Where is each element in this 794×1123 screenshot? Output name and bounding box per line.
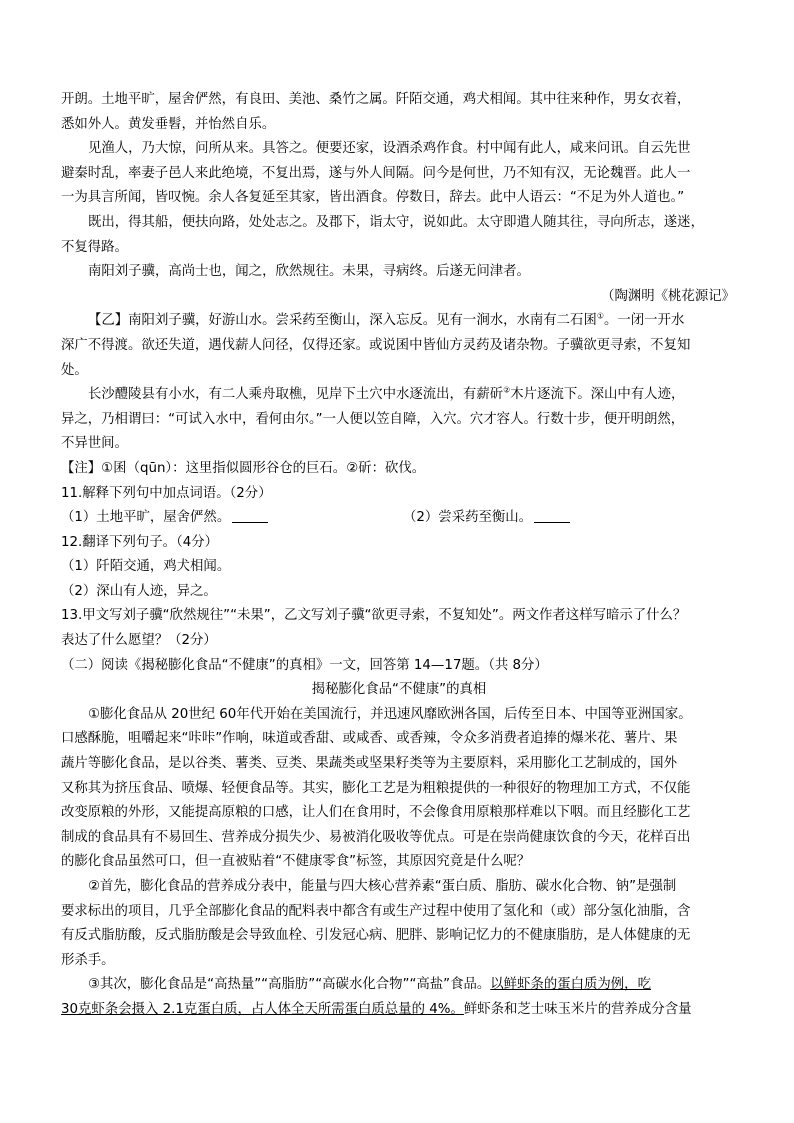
underlined-sentence: 30克虾条会摄入 2.1克蛋白质，占人体全天所需蛋白质总量的 4%。 — [61, 1001, 464, 1017]
question-11-item-1 — [61, 506, 403, 531]
article-para-1: 口感酥脆，咀嚼起来“咔咔”作响，味道或香甜、或咸香、或香辣，令众多消费者追捧的爆米花、薯片、果 — [61, 731, 678, 747]
article-para-1: 改变原粮的外形，又能提高原粮的口感，让人们在食用时，不会像食用原粮那样难以下咽。而且经膨化工艺 — [61, 805, 691, 821]
article-title: 揭秘膨化食品“不健康”的真相 — [311, 682, 487, 698]
article-para-2: 有反式脂肪酸，反式脂肪酸是会导致血栓、引发冠心病、肥胖、影响记忆力的不健康脂肪，是人体健康的无 — [61, 928, 691, 944]
article-para-1: 的膨化食品虽然可口，但一直被贴着“不健康零食”标签，其原因究竟是什么呢？ — [61, 854, 531, 870]
article-para-3 — [61, 973, 737, 998]
passage-a-line: 既出，得其船，便扶向路，处处志之。及郡下，诣太守，说如此。太守即遣人随其往，寻向所志，遂迷， — [88, 214, 704, 230]
article-text: 鲜虾条和芝士味玉米片的营养成分含量 — [463, 1001, 692, 1017]
question-11-items — [61, 506, 737, 531]
passage-a-line: 避秦时乱，率妻子邑人来此绝境，不复出焉，遂与外人间隔。问今是何世，乃不知有汉，无论魏晋。此人一 — [61, 165, 691, 181]
passage-b-line — [61, 309, 737, 334]
passage-a-source: （陶渊明《桃花源记》 — [601, 288, 735, 304]
question-11-item-2 — [403, 506, 570, 531]
passage-b-line: 深广不得渡。欲还失道，遇伐薪人问径，仅得还家。或说囷中皆仙方灵药及诸杂物。子骥欲更寻索，不复知 — [61, 337, 691, 353]
passage-a-line: 一为具言所闻，皆叹惋。余人各复延至其家，皆出酒食。停数日，辞去。此中人语云：“不足为外人道也。” — [61, 190, 685, 206]
passage-b-line: 异之，乃相谓曰：“可试入水中，看何由尔。”一人便以笠自障，入穴。穴才容人。行数十步，便开明朗然， — [61, 411, 685, 427]
section-2-heading: （二）阅读《揭秘膨化食品“不健康”的真相》一文，回答第 14—17题。（共 8分） — [61, 657, 548, 673]
footnote-marker-1: ① — [596, 311, 605, 321]
passage-b-text: 木片逐流下。深山中有人迹， — [510, 387, 685, 403]
passage-a-line: 悉如外人。黄发垂髫，并怡然自乐。 — [61, 116, 276, 132]
question-13-cont: 表达了什么愿望？（2分） — [61, 633, 217, 649]
question-12-item-2: （2）深山有人迹，异之。 — [61, 583, 217, 599]
passage-b-label: 【乙】 — [88, 313, 129, 329]
question-13: 13.甲文写刘子骥“欣然规往”“未果”，乙文写刘子骥“欲更寻索，不复知处”。两文作者这样写暗示了什么？ — [61, 608, 687, 624]
passage-b-line — [61, 383, 737, 408]
article-para-3 — [61, 998, 737, 1023]
answer-blank[interactable] — [232, 508, 268, 523]
article-text: ③其次，膨化食品是“高热量”“高脂肪”“高碳水化合物”“高盐”食品。 — [88, 977, 491, 993]
article-para-2: 形杀手。 — [61, 952, 115, 968]
question-text: （2）尝采药至衡山。 — [403, 510, 533, 526]
exam-page — [61, 88, 737, 1023]
article-para-1: 又称其为挤压食品、喷爆、轻便食品等。其实，膨化工艺是为粗粮提供的一种很好的物理加工方式，不仅能 — [61, 780, 691, 796]
passage-b-text: 南阳刘子骥，好游山水。尝采药至衡山，深入忘反。见有一涧水，水南有二石囷 — [128, 313, 597, 329]
article-para-1: 蔬片等膨化食品，是以谷类、薯类、豆类、果蔬类或坚果籽类等为主要原料，采用膨化工艺制成的，国外 — [61, 756, 677, 772]
passage-a-line: 开朗。土地平旷，屋舍俨然，有良田、美池、桑竹之属。阡陌交通，鸡犬相闻。其中往来种作，男女衣着， — [61, 92, 691, 107]
article-para-1: ①膨化食品从 20世纪 60年代开始在美国流行，并迅速风靡欧洲各国，后传至日本、中国等亚洲国家。 — [88, 706, 692, 722]
question-text: （1）土地平旷，屋舍俨然。 — [61, 510, 231, 526]
passage-b-text: 长沙醴陵县有小水，有二人乘舟取樵，见岸下土穴中水逐流出，有薪斫 — [88, 387, 504, 403]
passage-b-line: 不异世间。 — [61, 436, 128, 452]
footnote-marker-2: ② — [503, 385, 511, 395]
passage-a-line: 南阳刘子骥，高尚士也，闻之，欣然规往。未果，寻病终。后遂无问津者。 — [88, 264, 530, 280]
article-para-1: 制成的食品具有不易回生、营养成分损失少、易被消化吸收等优点。可是在崇尚健康饮食的今天，花样百出 — [61, 829, 691, 845]
article-para-2: 要求标出的项目，几乎全部膨化食品的配料表中都含有或生产过程中使用了氢化和（或）部分氢化油脂，含 — [61, 903, 691, 919]
article-para-2: ②首先，膨化食品的营养成分表中，能量与四大核心营养素“蛋白质、脂肪、碳水化合物、钠”是强制 — [88, 879, 677, 894]
question-11: 11.解释下列句中加点词语。（2分） — [61, 485, 272, 501]
underlined-sentence: 以鲜虾条的蛋白质为例，吃 — [490, 977, 651, 993]
passage-a-line: 不复得路。 — [61, 239, 128, 255]
passage-b-line: 处。 — [61, 362, 88, 378]
passage-b-text: 。一闭一开水 — [604, 313, 685, 329]
answer-blank[interactable] — [534, 508, 570, 523]
passage-a-line: 见渔人，乃大惊，问所从来。具答之。便要还家，设酒杀鸡作食。村中闻有此人，咸来问讯。自云先世 — [88, 141, 691, 157]
footnote: 【注】①囷（qūn）：这里指似圆形谷仓的巨石。②斫：砍伐。 — [61, 460, 426, 476]
question-12: 12.翻译下列句子。（4分） — [61, 534, 219, 550]
question-12-item-1: （1）阡陌交通，鸡犬相闻。 — [61, 559, 231, 575]
